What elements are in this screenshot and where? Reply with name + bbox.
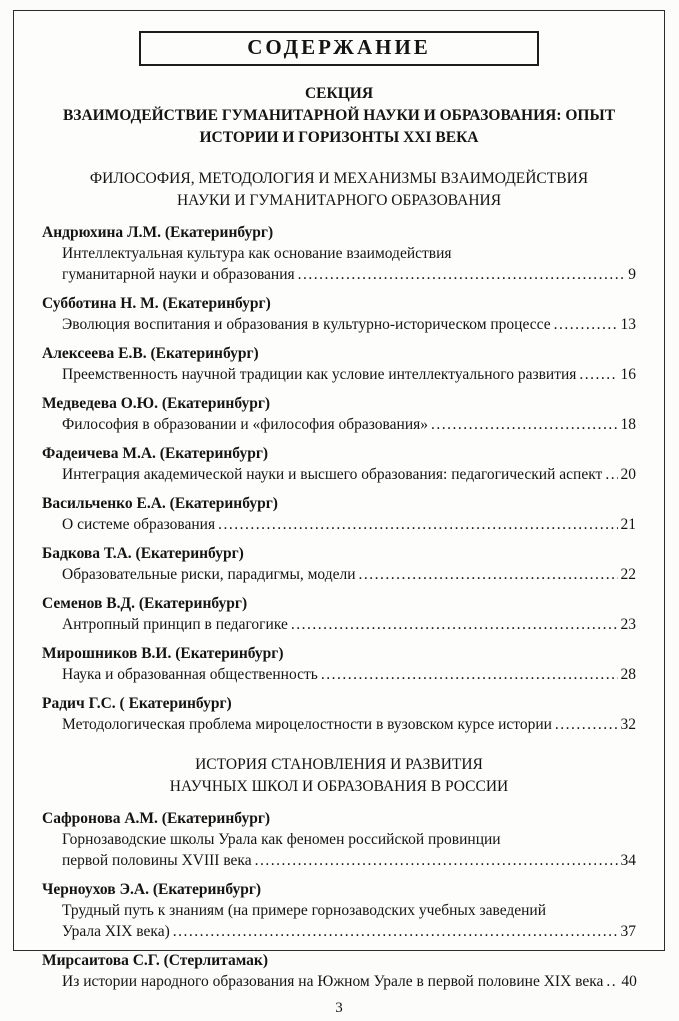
section-heading-line: ВЗАИМОДЕЙСТВИЕ ГУМАНИТАРНОЙ НАУКИ И ОБРАЗОВАНИЯ: ОПЫТ bbox=[62, 107, 616, 124]
entry-title-line bbox=[42, 829, 636, 850]
entry-title-line bbox=[42, 314, 636, 335]
page-frame bbox=[13, 10, 665, 1016]
entry-title-text: Наука и образованная общественность bbox=[62, 666, 318, 683]
entry-page-number: 34 bbox=[620, 852, 636, 869]
dotted-leader bbox=[606, 971, 618, 992]
entry-title-line bbox=[42, 464, 636, 485]
dotted-leader bbox=[555, 714, 618, 735]
toc-entry bbox=[42, 950, 636, 992]
toc-entry bbox=[42, 879, 636, 942]
entry-title-text: Эволюция воспитания и образования в культурно-историческом процессе bbox=[62, 316, 551, 333]
section-heading bbox=[42, 83, 636, 149]
toc-entry bbox=[42, 443, 636, 485]
entry-title-text: гуманитарной науки и образования bbox=[62, 266, 295, 283]
toc-entry bbox=[42, 222, 636, 285]
entry-title-line bbox=[42, 243, 636, 264]
dotted-leader bbox=[218, 514, 617, 535]
entry-title-line bbox=[42, 564, 636, 585]
toc-entry bbox=[42, 693, 636, 735]
entry-title-line bbox=[42, 850, 636, 871]
entry-title-text: первой половины XVIII века bbox=[62, 852, 252, 869]
dotted-leader bbox=[321, 664, 618, 685]
section-heading-line: ИСТОРИИ И ГОРИЗОНТЫ XXI ВЕКА bbox=[199, 129, 479, 146]
entry-page-number: 23 bbox=[620, 616, 636, 633]
entry-title-text: О системе образования bbox=[62, 516, 216, 533]
toc-entry bbox=[42, 543, 636, 585]
entry-author: Медведева О.Ю. (Екатеринбург) bbox=[42, 395, 271, 412]
entry-author: Фадеичева М.А. (Екатеринбург) bbox=[42, 445, 269, 462]
page-number: 3 bbox=[335, 1000, 343, 1016]
entry-page-number: 18 bbox=[620, 416, 636, 433]
entry-author: Алексеева Е.В. (Екатеринбург) bbox=[42, 345, 259, 362]
entry-title-text: Из истории народного образования на Южном Урале в первой половине XIX века bbox=[62, 973, 604, 990]
dotted-leader bbox=[298, 264, 626, 285]
toc-groups bbox=[42, 149, 636, 1000]
dotted-leader bbox=[605, 464, 617, 485]
entry-page-number: 13 bbox=[620, 316, 636, 333]
page-title: СОДЕРЖАНИЕ bbox=[139, 31, 539, 66]
entry-title-text: Философия в образовании и «философия образования» bbox=[62, 416, 428, 433]
entry-title-line bbox=[42, 714, 636, 735]
toc-group bbox=[42, 168, 636, 735]
entry-page-number: 20 bbox=[620, 466, 636, 483]
entry-title-text: Интеграция академической науки и высшего образования: педагогический аспект bbox=[62, 466, 603, 483]
group-heading bbox=[42, 754, 636, 798]
entry-author: Черноухов Э.А. (Екатеринбург) bbox=[42, 881, 262, 898]
entry-author: Васильченко Е.А. (Екатеринбург) bbox=[42, 495, 278, 512]
entry-title-line bbox=[42, 614, 636, 635]
dotted-leader bbox=[554, 314, 618, 335]
entry-title-line bbox=[42, 264, 636, 285]
dotted-leader bbox=[173, 921, 618, 942]
entry-author: Мирсаитова С.Г. (Стерлитамак) bbox=[42, 952, 268, 969]
dotted-leader bbox=[359, 564, 618, 585]
entry-title-line bbox=[42, 664, 636, 685]
entry-title-text: Горнозаводские школы Урала как феномен российской провинции bbox=[62, 831, 501, 848]
entry-title-line bbox=[42, 514, 636, 535]
entry-author: Бадкова Т.А. (Екатеринбург) bbox=[42, 545, 244, 562]
entry-author: Мирошников В.И. (Екатеринбург) bbox=[42, 645, 284, 662]
dotted-leader bbox=[291, 614, 618, 635]
dotted-leader bbox=[255, 850, 618, 871]
entry-title-text: Урала XIX века) bbox=[62, 923, 170, 940]
entry-author: Семенов В.Д. (Екатеринбург) bbox=[42, 595, 248, 612]
entry-page-number: 22 bbox=[620, 566, 636, 583]
entry-title-text: Образовательные риски, парадигмы, модели bbox=[62, 566, 356, 583]
entry-title-line bbox=[42, 414, 636, 435]
group-heading-line: ФИЛОСОФИЯ, МЕТОДОЛОГИЯ И МЕХАНИЗМЫ ВЗАИМОДЕЙСТВИЯ bbox=[89, 170, 589, 187]
toc-entry bbox=[42, 493, 636, 535]
entry-title-text: Антропный принцип в педагогике bbox=[62, 616, 288, 633]
entry-title-line bbox=[42, 971, 636, 992]
toc-group bbox=[42, 754, 636, 992]
entry-page-number: 16 bbox=[620, 366, 636, 383]
entry-title-line bbox=[42, 900, 636, 921]
entry-page-number: 32 bbox=[620, 716, 636, 733]
group-heading-line: НАУКИ И ГУМАНИТАРНОГО ОБРАЗОВАНИЯ bbox=[176, 192, 502, 209]
entry-page-number: 28 bbox=[620, 666, 636, 683]
toc-entry bbox=[42, 643, 636, 685]
entry-author: Субботина Н. М. (Екатеринбург) bbox=[42, 295, 271, 312]
entry-page-number: 9 bbox=[628, 266, 636, 283]
entry-page-number: 21 bbox=[620, 516, 636, 533]
entry-author: Сафронова А.М. (Екатеринбург) bbox=[42, 810, 271, 827]
toc-entry bbox=[42, 293, 636, 335]
entry-title-text: Трудный путь к знаниям (на примере горнозаводских учебных заведений bbox=[62, 902, 547, 919]
toc-entry bbox=[42, 393, 636, 435]
group-heading-line: НАУЧНЫХ ШКОЛ И ОБРАЗОВАНИЯ В РОССИИ bbox=[169, 778, 509, 795]
toc-entry bbox=[42, 808, 636, 871]
entry-title-text: Методологическая проблема мироцелостности в вузовском курсе истории bbox=[62, 716, 552, 733]
group-heading-line: ИСТОРИЯ СТАНОВЛЕНИЯ И РАЗВИТИЯ bbox=[195, 756, 483, 773]
entry-title-text: Преемственность научной традиции как условие интеллектуального развития bbox=[62, 366, 577, 383]
toc-entry bbox=[42, 593, 636, 635]
group-heading bbox=[42, 168, 636, 212]
entry-title-line bbox=[42, 364, 636, 385]
toc-entry bbox=[42, 343, 636, 385]
dotted-leader bbox=[431, 414, 618, 435]
dotted-leader bbox=[579, 364, 617, 385]
entry-author: Андрюхина Л.М. (Екатеринбург) bbox=[42, 224, 274, 241]
entry-title-text: Интеллектуальная культура как основание взаимодействия bbox=[62, 245, 452, 262]
entry-page-number: 40 bbox=[621, 973, 637, 990]
section-heading-line: СЕКЦИЯ bbox=[304, 85, 374, 102]
entry-author: Радич Г.С. ( Екатеринбург) bbox=[42, 695, 232, 712]
entry-title-line bbox=[42, 921, 636, 942]
entry-page-number: 37 bbox=[620, 923, 636, 940]
